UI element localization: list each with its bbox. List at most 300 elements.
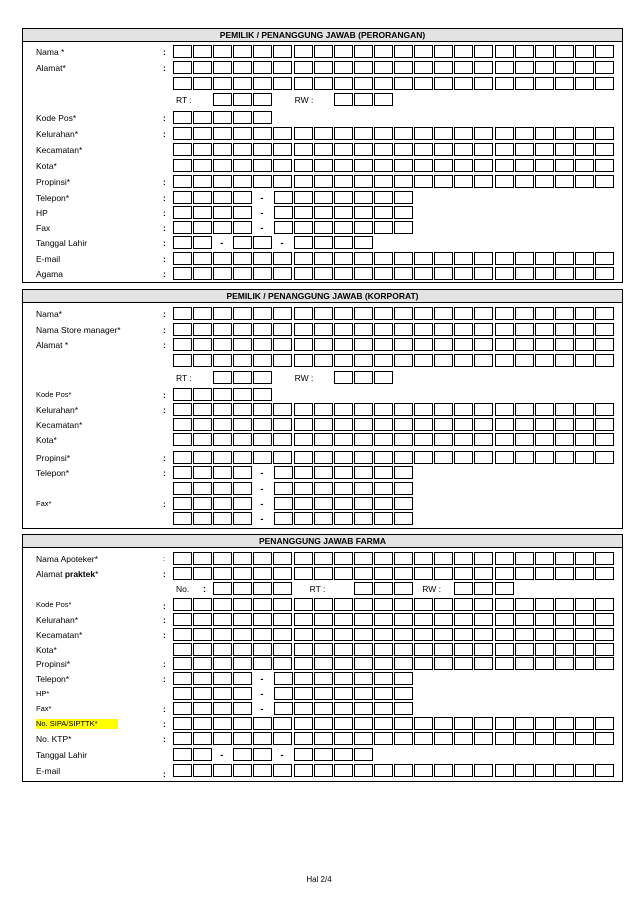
char-box[interactable] — [253, 628, 272, 641]
char-box[interactable] — [193, 159, 212, 172]
char-box[interactable] — [253, 307, 272, 320]
char-box[interactable] — [535, 267, 554, 280]
char-box[interactable] — [555, 598, 574, 611]
char-box[interactable] — [334, 552, 353, 565]
char-box[interactable] — [535, 732, 554, 745]
char-box[interactable] — [374, 45, 393, 58]
char-box[interactable] — [233, 748, 252, 761]
char-box[interactable] — [314, 159, 333, 172]
char-box[interactable] — [555, 613, 574, 626]
char-box[interactable] — [273, 403, 292, 416]
char-box[interactable] — [294, 512, 313, 525]
char-box[interactable] — [555, 307, 574, 320]
char-box[interactable] — [253, 433, 272, 446]
char-box[interactable] — [394, 252, 413, 265]
char-box[interactable] — [535, 338, 554, 351]
char-box[interactable] — [213, 77, 232, 90]
char-box[interactable] — [535, 613, 554, 626]
char-box[interactable] — [193, 111, 212, 124]
char-box[interactable] — [193, 45, 212, 58]
char-box[interactable] — [535, 143, 554, 156]
char-box[interactable] — [535, 307, 554, 320]
char-box[interactable] — [314, 657, 333, 670]
char-box[interactable] — [394, 307, 413, 320]
char-box[interactable] — [474, 764, 493, 777]
char-box[interactable] — [253, 111, 272, 124]
char-box[interactable] — [434, 307, 453, 320]
char-box[interactable] — [374, 512, 393, 525]
char-box[interactable] — [294, 451, 313, 464]
char-box[interactable] — [354, 657, 373, 670]
char-box[interactable] — [535, 418, 554, 431]
char-box[interactable] — [454, 354, 473, 367]
char-box[interactable] — [294, 657, 313, 670]
char-box[interactable] — [495, 323, 514, 336]
char-box[interactable] — [173, 307, 192, 320]
char-box[interactable] — [294, 433, 313, 446]
char-box[interactable] — [354, 323, 373, 336]
char-box[interactable] — [454, 643, 473, 656]
char-box[interactable] — [173, 497, 192, 510]
char-box[interactable] — [253, 717, 272, 730]
char-box[interactable] — [515, 354, 534, 367]
char-box[interactable] — [414, 717, 433, 730]
char-box[interactable] — [213, 221, 232, 234]
char-box[interactable] — [495, 582, 514, 595]
char-box[interactable] — [434, 61, 453, 74]
char-box[interactable] — [374, 206, 393, 219]
char-box[interactable] — [173, 388, 192, 401]
char-box[interactable] — [374, 732, 393, 745]
char-box[interactable] — [495, 267, 514, 280]
char-box[interactable] — [354, 77, 373, 90]
char-box[interactable] — [273, 307, 292, 320]
char-box[interactable] — [454, 717, 473, 730]
char-box[interactable] — [374, 143, 393, 156]
char-box[interactable] — [515, 552, 534, 565]
char-box[interactable] — [193, 748, 212, 761]
char-box[interactable] — [374, 687, 393, 700]
char-box[interactable] — [334, 175, 353, 188]
char-box[interactable] — [253, 354, 272, 367]
char-box[interactable] — [213, 717, 232, 730]
char-box[interactable] — [193, 61, 212, 74]
char-box[interactable] — [213, 613, 232, 626]
char-box[interactable] — [454, 613, 473, 626]
char-box[interactable] — [354, 567, 373, 580]
char-box[interactable] — [535, 643, 554, 656]
char-box[interactable] — [334, 687, 353, 700]
char-box[interactable] — [414, 338, 433, 351]
char-box[interactable] — [575, 175, 594, 188]
char-box[interactable] — [414, 764, 433, 777]
char-box[interactable] — [495, 613, 514, 626]
char-box[interactable] — [294, 45, 313, 58]
char-box[interactable] — [374, 323, 393, 336]
char-box[interactable] — [434, 418, 453, 431]
char-box[interactable] — [233, 93, 252, 106]
char-box[interactable] — [294, 628, 313, 641]
char-box[interactable] — [374, 252, 393, 265]
char-box[interactable] — [374, 191, 393, 204]
char-box[interactable] — [314, 687, 333, 700]
char-box[interactable] — [314, 206, 333, 219]
char-box[interactable] — [555, 643, 574, 656]
char-box[interactable] — [314, 672, 333, 685]
char-box[interactable] — [414, 403, 433, 416]
char-box[interactable] — [354, 748, 373, 761]
char-box[interactable] — [233, 702, 252, 715]
char-box[interactable] — [253, 748, 272, 761]
char-box[interactable] — [575, 252, 594, 265]
char-box[interactable] — [394, 643, 413, 656]
char-box[interactable] — [253, 764, 272, 777]
char-box[interactable] — [394, 451, 413, 464]
char-box[interactable] — [474, 323, 493, 336]
char-box[interactable] — [555, 252, 574, 265]
char-box[interactable] — [515, 307, 534, 320]
char-box[interactable] — [173, 451, 192, 464]
char-box[interactable] — [334, 764, 353, 777]
char-box[interactable] — [233, 687, 252, 700]
char-box[interactable] — [294, 552, 313, 565]
char-box[interactable] — [273, 717, 292, 730]
char-box[interactable] — [414, 657, 433, 670]
char-box[interactable] — [334, 206, 353, 219]
char-box[interactable] — [434, 267, 453, 280]
char-box[interactable] — [555, 732, 574, 745]
char-box[interactable] — [495, 45, 514, 58]
char-box[interactable] — [193, 323, 212, 336]
char-box[interactable] — [334, 567, 353, 580]
char-box[interactable] — [394, 191, 413, 204]
char-box[interactable] — [575, 418, 594, 431]
char-box[interactable] — [173, 643, 192, 656]
char-box[interactable] — [173, 267, 192, 280]
char-box[interactable] — [454, 732, 473, 745]
char-box[interactable] — [374, 764, 393, 777]
char-box[interactable] — [555, 403, 574, 416]
char-box[interactable] — [314, 451, 333, 464]
char-box[interactable] — [374, 371, 393, 384]
char-box[interactable] — [575, 323, 594, 336]
char-box[interactable] — [173, 418, 192, 431]
char-box[interactable] — [213, 403, 232, 416]
char-box[interactable] — [334, 672, 353, 685]
char-box[interactable] — [354, 221, 373, 234]
char-box[interactable] — [535, 657, 554, 670]
char-box[interactable] — [474, 628, 493, 641]
char-box[interactable] — [434, 613, 453, 626]
char-box[interactable] — [273, 175, 292, 188]
char-box[interactable] — [515, 143, 534, 156]
char-box[interactable] — [535, 252, 554, 265]
char-box[interactable] — [334, 338, 353, 351]
char-box[interactable] — [414, 175, 433, 188]
char-box[interactable] — [253, 567, 272, 580]
char-box[interactable] — [474, 307, 493, 320]
char-box[interactable] — [474, 77, 493, 90]
char-box[interactable] — [515, 657, 534, 670]
char-box[interactable] — [253, 657, 272, 670]
char-box[interactable] — [193, 613, 212, 626]
char-box[interactable] — [595, 717, 614, 730]
char-box[interactable] — [555, 61, 574, 74]
char-box[interactable] — [555, 657, 574, 670]
char-box[interactable] — [374, 403, 393, 416]
char-box[interactable] — [515, 175, 534, 188]
char-box[interactable] — [334, 93, 353, 106]
char-box[interactable] — [575, 267, 594, 280]
char-box[interactable] — [414, 567, 433, 580]
char-box[interactable] — [314, 61, 333, 74]
char-box[interactable] — [314, 567, 333, 580]
char-box[interactable] — [595, 598, 614, 611]
char-box[interactable] — [314, 45, 333, 58]
char-box[interactable] — [535, 598, 554, 611]
char-box[interactable] — [274, 206, 293, 219]
char-box[interactable] — [515, 764, 534, 777]
char-box[interactable] — [213, 338, 232, 351]
char-box[interactable] — [374, 628, 393, 641]
char-box[interactable] — [575, 628, 594, 641]
char-box[interactable] — [253, 267, 272, 280]
char-box[interactable] — [193, 418, 212, 431]
char-box[interactable] — [314, 127, 333, 140]
char-box[interactable] — [374, 582, 393, 595]
char-box[interactable] — [454, 338, 473, 351]
char-box[interactable] — [294, 403, 313, 416]
char-box[interactable] — [394, 61, 413, 74]
char-box[interactable] — [294, 191, 313, 204]
char-box[interactable] — [434, 732, 453, 745]
char-box[interactable] — [414, 267, 433, 280]
char-box[interactable] — [595, 45, 614, 58]
char-box[interactable] — [394, 598, 413, 611]
char-box[interactable] — [434, 159, 453, 172]
char-box[interactable] — [595, 159, 614, 172]
char-box[interactable] — [253, 323, 272, 336]
char-box[interactable] — [233, 567, 252, 580]
char-box[interactable] — [434, 717, 453, 730]
char-box[interactable] — [253, 236, 272, 249]
char-box[interactable] — [354, 643, 373, 656]
char-box[interactable] — [273, 567, 292, 580]
char-box[interactable] — [555, 717, 574, 730]
char-box[interactable] — [314, 403, 333, 416]
char-box[interactable] — [374, 451, 393, 464]
char-box[interactable] — [414, 354, 433, 367]
char-box[interactable] — [454, 552, 473, 565]
char-box[interactable] — [595, 657, 614, 670]
char-box[interactable] — [193, 643, 212, 656]
char-box[interactable] — [394, 466, 413, 479]
char-box[interactable] — [354, 191, 373, 204]
char-box[interactable] — [294, 687, 313, 700]
char-box[interactable] — [575, 338, 594, 351]
char-box[interactable] — [495, 418, 514, 431]
char-box[interactable] — [555, 418, 574, 431]
char-box[interactable] — [193, 628, 212, 641]
char-box[interactable] — [454, 418, 473, 431]
char-box[interactable] — [515, 77, 534, 90]
char-box[interactable] — [173, 433, 192, 446]
char-box[interactable] — [334, 354, 353, 367]
char-box[interactable] — [374, 466, 393, 479]
char-box[interactable] — [213, 702, 232, 715]
char-box[interactable] — [314, 252, 333, 265]
char-box[interactable] — [515, 418, 534, 431]
char-box[interactable] — [595, 77, 614, 90]
char-box[interactable] — [515, 159, 534, 172]
char-box[interactable] — [595, 354, 614, 367]
char-box[interactable] — [233, 143, 252, 156]
char-box[interactable] — [334, 643, 353, 656]
char-box[interactable] — [394, 267, 413, 280]
char-box[interactable] — [354, 433, 373, 446]
char-box[interactable] — [454, 764, 473, 777]
char-box[interactable] — [495, 717, 514, 730]
char-box[interactable] — [294, 252, 313, 265]
char-box[interactable] — [253, 252, 272, 265]
char-box[interactable] — [193, 77, 212, 90]
char-box[interactable] — [394, 323, 413, 336]
char-box[interactable] — [173, 323, 192, 336]
char-box[interactable] — [233, 111, 252, 124]
char-box[interactable] — [314, 307, 333, 320]
char-box[interactable] — [414, 552, 433, 565]
char-box[interactable] — [273, 323, 292, 336]
char-box[interactable] — [253, 77, 272, 90]
char-box[interactable] — [273, 613, 292, 626]
char-box[interactable] — [334, 418, 353, 431]
char-box[interactable] — [233, 127, 252, 140]
char-box[interactable] — [233, 466, 252, 479]
char-box[interactable] — [535, 717, 554, 730]
char-box[interactable] — [474, 403, 493, 416]
char-box[interactable] — [253, 61, 272, 74]
char-box[interactable] — [374, 93, 393, 106]
char-box[interactable] — [314, 267, 333, 280]
char-box[interactable] — [555, 433, 574, 446]
char-box[interactable] — [394, 687, 413, 700]
char-box[interactable] — [595, 613, 614, 626]
char-box[interactable] — [394, 567, 413, 580]
char-box[interactable] — [454, 159, 473, 172]
char-box[interactable] — [354, 159, 373, 172]
char-box[interactable] — [495, 598, 514, 611]
char-box[interactable] — [334, 598, 353, 611]
char-box[interactable] — [354, 45, 373, 58]
char-box[interactable] — [555, 45, 574, 58]
char-box[interactable] — [374, 657, 393, 670]
char-box[interactable] — [454, 451, 473, 464]
char-box[interactable] — [273, 598, 292, 611]
char-box[interactable] — [173, 111, 192, 124]
char-box[interactable] — [374, 643, 393, 656]
char-box[interactable] — [294, 267, 313, 280]
char-box[interactable] — [233, 159, 252, 172]
char-box[interactable] — [294, 732, 313, 745]
char-box[interactable] — [515, 127, 534, 140]
char-box[interactable] — [213, 672, 232, 685]
char-box[interactable] — [454, 307, 473, 320]
char-box[interactable] — [213, 354, 232, 367]
char-box[interactable] — [213, 111, 232, 124]
char-box[interactable] — [273, 45, 292, 58]
char-box[interactable] — [354, 466, 373, 479]
char-box[interactable] — [294, 672, 313, 685]
char-box[interactable] — [474, 143, 493, 156]
char-box[interactable] — [595, 61, 614, 74]
char-box[interactable] — [213, 482, 232, 495]
char-box[interactable] — [495, 159, 514, 172]
char-box[interactable] — [474, 567, 493, 580]
char-box[interactable] — [454, 127, 473, 140]
char-box[interactable] — [414, 451, 433, 464]
char-box[interactable] — [454, 598, 473, 611]
char-box[interactable] — [334, 497, 353, 510]
char-box[interactable] — [354, 127, 373, 140]
char-box[interactable] — [273, 582, 292, 595]
char-box[interactable] — [394, 338, 413, 351]
char-box[interactable] — [374, 717, 393, 730]
char-box[interactable] — [233, 628, 252, 641]
char-box[interactable] — [474, 338, 493, 351]
char-box[interactable] — [233, 61, 252, 74]
char-box[interactable] — [213, 567, 232, 580]
char-box[interactable] — [555, 451, 574, 464]
char-box[interactable] — [595, 764, 614, 777]
char-box[interactable] — [274, 702, 293, 715]
char-box[interactable] — [273, 418, 292, 431]
char-box[interactable] — [334, 657, 353, 670]
char-box[interactable] — [515, 338, 534, 351]
char-box[interactable] — [173, 466, 192, 479]
char-box[interactable] — [555, 338, 574, 351]
char-box[interactable] — [314, 175, 333, 188]
char-box[interactable] — [354, 582, 373, 595]
char-box[interactable] — [354, 418, 373, 431]
char-box[interactable] — [354, 267, 373, 280]
char-box[interactable] — [213, 433, 232, 446]
char-box[interactable] — [354, 236, 373, 249]
char-box[interactable] — [173, 206, 192, 219]
char-box[interactable] — [515, 267, 534, 280]
char-box[interactable] — [374, 482, 393, 495]
char-box[interactable] — [515, 717, 534, 730]
char-box[interactable] — [233, 598, 252, 611]
char-box[interactable] — [414, 643, 433, 656]
char-box[interactable] — [193, 702, 212, 715]
char-box[interactable] — [374, 598, 393, 611]
char-box[interactable] — [495, 552, 514, 565]
char-box[interactable] — [314, 482, 333, 495]
char-box[interactable] — [374, 497, 393, 510]
char-box[interactable] — [474, 354, 493, 367]
char-box[interactable] — [173, 175, 192, 188]
char-box[interactable] — [334, 451, 353, 464]
char-box[interactable] — [314, 512, 333, 525]
char-box[interactable] — [394, 403, 413, 416]
char-box[interactable] — [414, 307, 433, 320]
char-box[interactable] — [233, 732, 252, 745]
char-box[interactable] — [193, 466, 212, 479]
char-box[interactable] — [173, 403, 192, 416]
char-box[interactable] — [575, 657, 594, 670]
char-box[interactable] — [193, 338, 212, 351]
char-box[interactable] — [394, 732, 413, 745]
